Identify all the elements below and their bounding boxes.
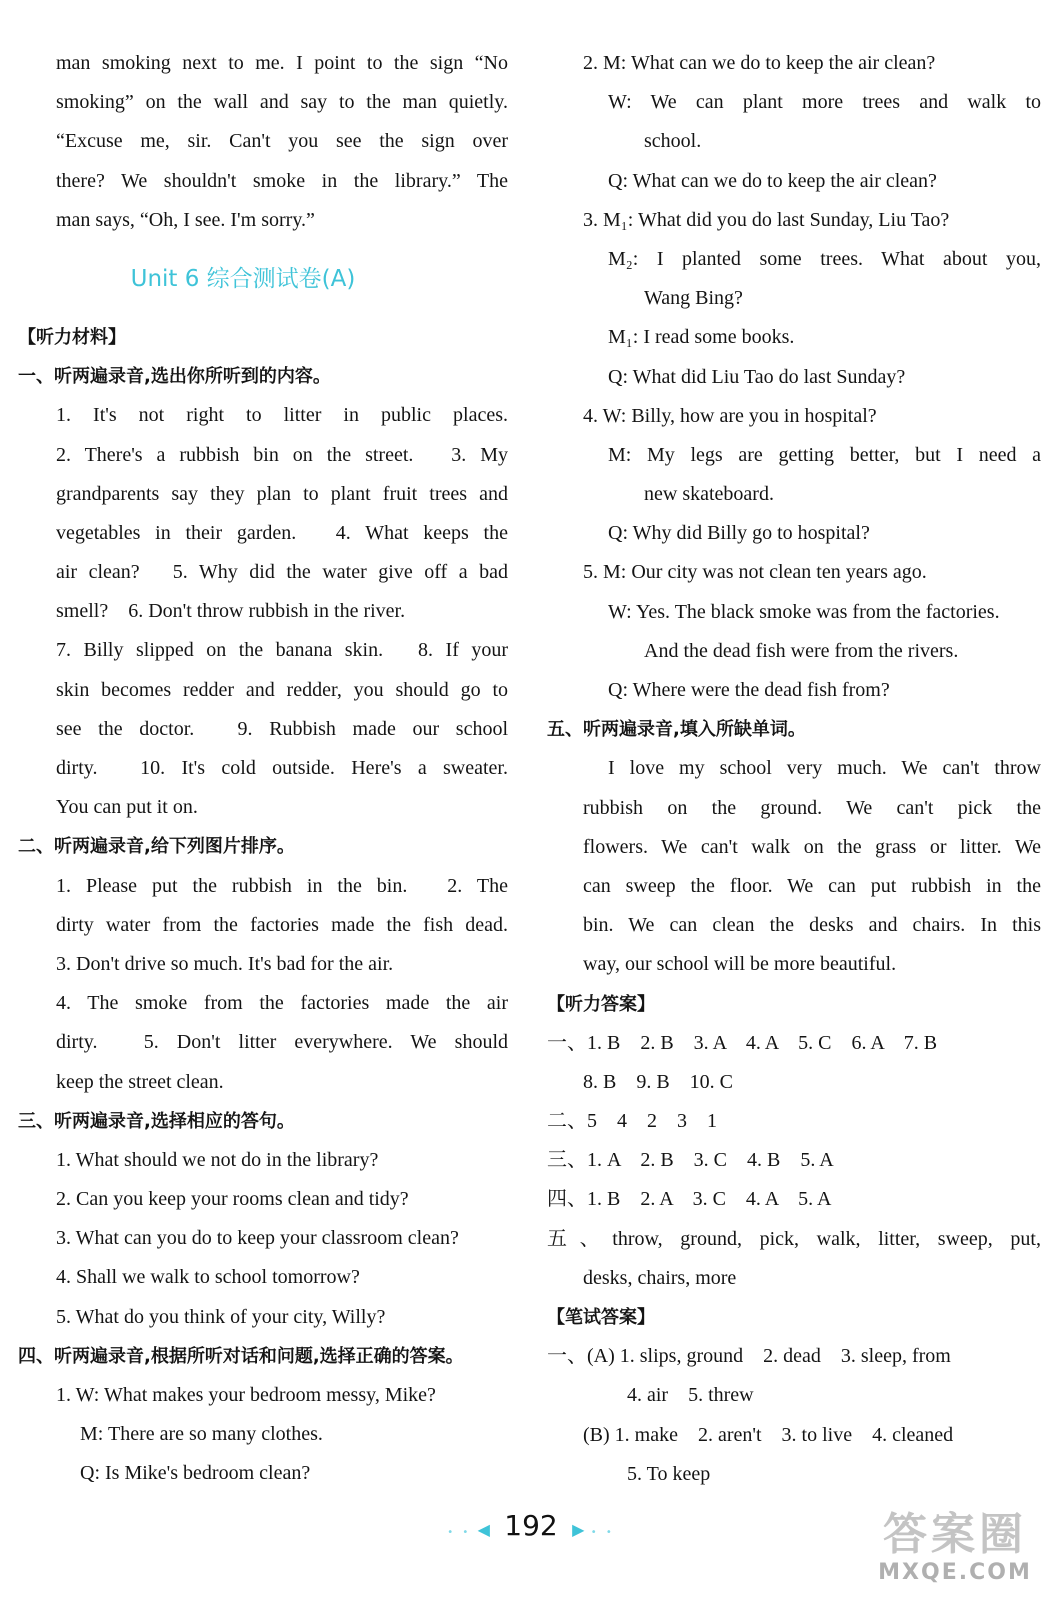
- section-3-heading: 三、听两遍录音,选择相应的答句。: [18, 1110, 295, 1132]
- answer-line: (B) 1. make 2. aren't 3. to live 4. cleaned: [583, 1423, 954, 1446]
- answer-line: 一、(A) 1. slips, ground 2. dead 3. sleep, from: [547, 1345, 951, 1368]
- text-line: 3. M₁: What did you do last Sunday, Liu Tao?: [583, 208, 950, 231]
- right-arrow-icon: ▶: [572, 1520, 585, 1539]
- text-line: rubbish on the ground. We can't pick the: [583, 796, 1041, 819]
- text-line: keep the street clean.: [56, 1070, 224, 1093]
- text-line: “Excuse me, sir. Can't you see the sign over: [56, 130, 508, 153]
- text-line: M: There are so many clothes.: [80, 1423, 323, 1446]
- text-line: Q: Where were the dead fish from?: [608, 679, 890, 701]
- listening-answers-heading: 【听力答案】: [547, 993, 655, 1015]
- text-line: dirty water from the factories made the fish dead.: [56, 913, 508, 936]
- text-line: see the doctor. 9. Rubbish made our school: [56, 717, 508, 740]
- left-arrow-icon: ◀: [477, 1520, 490, 1539]
- text-line: dirty. 10. It's cold outside. Here's a sweater.: [56, 757, 508, 779]
- left-column: [18, 44, 508, 1494]
- section-5-heading: 五、听两遍录音,填入所缺单词。: [547, 719, 806, 741]
- text-line: smoking” on the wall and say to the man quietly.: [56, 91, 508, 114]
- text-line: dirty. 5. Don't litter everywhere. We should: [56, 1031, 508, 1054]
- answer-line: desks, chairs, more: [583, 1266, 737, 1289]
- text-line: 2. Can you keep your rooms clean and tidy?: [56, 1188, 409, 1211]
- text-line: Q: What did Liu Tao do last Sunday?: [608, 365, 906, 388]
- text-line: skin becomes redder and redder, you should go to: [56, 678, 508, 701]
- text-line: M₁: I read some books.: [608, 326, 795, 349]
- text-line: M₂: I planted some trees. What about you,: [608, 247, 1041, 270]
- text-line: 4. The smoke from the factories made the air: [56, 992, 508, 1015]
- answer-line: 4. air 5. threw: [627, 1384, 754, 1407]
- text-line: 4. Shall we walk to school tomorrow?: [56, 1266, 360, 1289]
- text-line: And the dead fish were from the rivers.: [644, 639, 959, 662]
- text-line: 5. M: Our city was not clean ten years ago.: [583, 561, 927, 584]
- text-line: vegetables in their garden. 4. What keeps the: [56, 521, 508, 544]
- watermark-url: MXQE.COM: [878, 1560, 1032, 1585]
- text-line: man smoking next to me. I point to the sign “No: [56, 52, 508, 74]
- page-number: 192: [504, 1509, 558, 1542]
- text-line: flowers. We can't walk on the grass or litter. We: [583, 835, 1041, 858]
- section-2-heading: 二、听两遍录音,给下列图片排序。: [18, 836, 295, 858]
- answer-line: 二、5 4 2 3 1: [547, 1110, 717, 1133]
- decorative-dots: • •: [590, 1527, 615, 1538]
- answer-line: 5. To keep: [627, 1462, 711, 1485]
- watermark-logo: 答案圈: [883, 1509, 1027, 1560]
- text-line: 1. W: What makes your bedroom messy, Mike?: [56, 1384, 436, 1406]
- text-line: man says, “Oh, I see. I'm sorry.”: [56, 208, 315, 231]
- text-line: there? We shouldn't smoke in the library.” The: [56, 169, 508, 192]
- answer-line: 三、1. A 2. B 3. C 4. B 5. A: [547, 1149, 834, 1172]
- text-line: 3. What can you do to keep your classroom clean?: [56, 1227, 459, 1250]
- text-line: Q: Why did Billy go to hospital?: [608, 522, 870, 545]
- listening-material-heading: 【听力材料】: [18, 326, 126, 348]
- text-line: can sweep the floor. We can put rubbish in the: [583, 874, 1041, 897]
- decorative-dots: • •: [447, 1527, 472, 1538]
- text-line: 4. W: Billy, how are you in hospital?: [583, 404, 877, 427]
- watermark: [860, 1509, 1050, 1589]
- text-line: smell? 6. Don't throw rubbish in the river.: [56, 600, 406, 623]
- text-line: air clean? 5. Why did the water give off a bad: [56, 561, 508, 584]
- text-line: 3. Don't drive so much. It's bad for the air.: [56, 952, 394, 975]
- unit-title: Unit 6 综合测试卷(A): [130, 265, 356, 292]
- text-line: Q: Is Mike's bedroom clean?: [80, 1462, 311, 1485]
- answer-line: 四、1. B 2. A 3. C 4. A 5. A: [547, 1188, 832, 1211]
- text-line: 7. Billy slipped on the banana skin. 8. If your: [56, 639, 508, 662]
- section-4-heading: 四、听两遍录音,根据所听对话和问题,选择正确的答案。: [18, 1345, 464, 1367]
- text-line: You can put it on.: [56, 796, 198, 819]
- text-line: Q: What can we do to keep the air clean?: [608, 169, 937, 192]
- answer-line: 五、throw, ground, pick, walk, litter, sweep, put,: [547, 1227, 1041, 1250]
- text-line: M: My legs are getting better, but I need a: [608, 443, 1041, 466]
- text-line: W: We can plant more trees and walk to: [608, 91, 1041, 114]
- text-line: grandparents say they plan to plant fruit trees and: [56, 482, 508, 505]
- text-line: school.: [644, 130, 702, 153]
- written-answers-heading: 【笔试答案】: [547, 1307, 655, 1328]
- section-1-heading: 一、听两遍录音,选出你所听到的内容。: [18, 366, 331, 388]
- answer-line: 8. B 9. B 10. C: [583, 1070, 734, 1093]
- text-line: W: Yes. The black smoke was from the factories.: [608, 600, 1000, 623]
- text-line: I love my school very much. We can't throw: [608, 757, 1041, 780]
- text-line: Wang Bing?: [644, 287, 743, 310]
- text-line: 2. There's a rubbish bin on the street. 3. My: [56, 443, 508, 466]
- text-line: 1. What should we not do in the library?: [56, 1148, 379, 1171]
- text-line: 1. Please put the rubbish in the bin. 2. The: [56, 874, 508, 897]
- text-line: bin. We can clean the desks and chairs. In this: [583, 914, 1041, 937]
- answer-line: 一、1. B 2. B 3. A 4. A 5. C 6. A 7. B: [547, 1031, 938, 1054]
- right-column: [547, 44, 1041, 1494]
- text-line: way, our school will be more beautiful.: [583, 953, 897, 976]
- text-line: new skateboard.: [644, 483, 774, 506]
- text-line: 2. M: What can we do to keep the air clean?: [583, 52, 936, 74]
- text-line: 1. It's not right to litter in public places.: [56, 404, 508, 427]
- text-line: 5. What do you think of your city, Willy?: [56, 1305, 386, 1328]
